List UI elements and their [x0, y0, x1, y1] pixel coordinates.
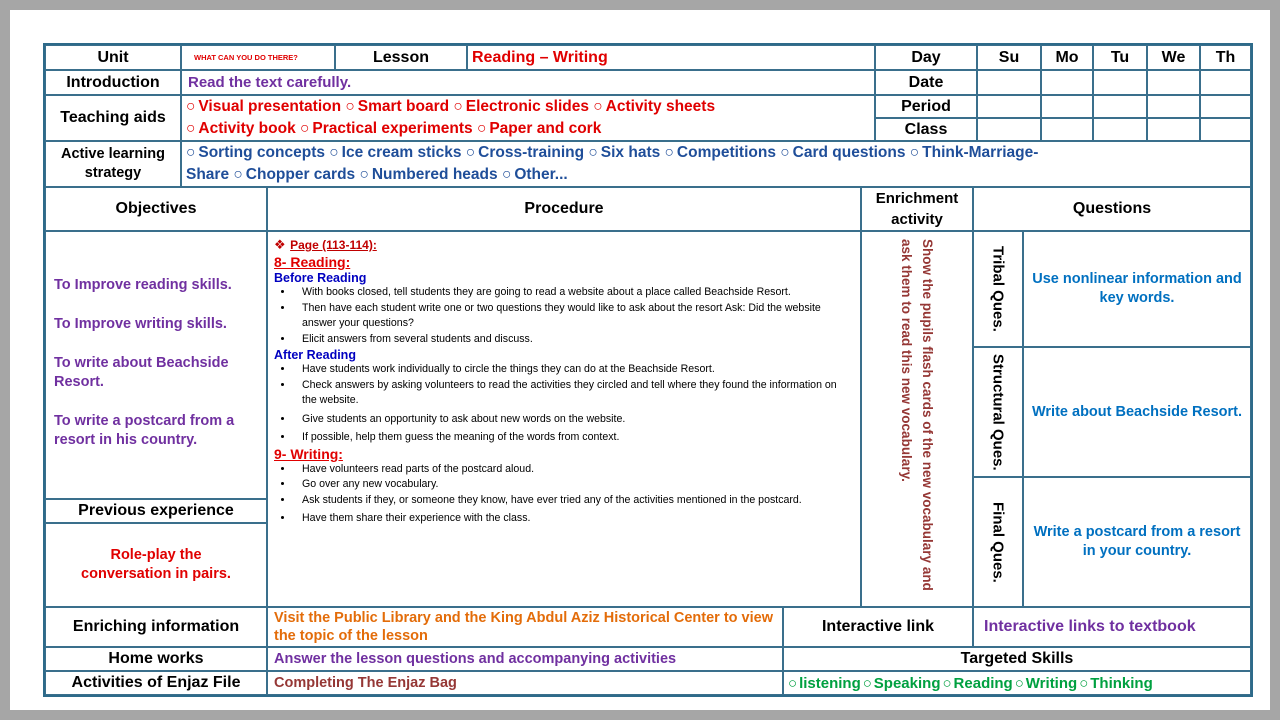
lesson-plan-sheet	[43, 43, 1253, 697]
day-tu: Tu	[1093, 45, 1147, 70]
lesson-label: Lesson	[335, 45, 467, 70]
after-reading-title: After Reading	[274, 348, 356, 362]
enjaz-value: Completing The Enjaz Bag	[267, 671, 783, 695]
reading-title: 8- Reading:	[274, 254, 351, 270]
list-item: • Then have each student write one or two questions they would like to ask about the resort Ask: Did the website answer your questions?	[294, 301, 854, 332]
unit-value: WHAT CAN YOU DO THERE?	[181, 45, 335, 70]
page-frame	[10, 10, 1270, 710]
targeted-skills-label: Targeted Skills	[783, 647, 1251, 671]
previous-experience-label: Previous experience	[45, 499, 267, 523]
writing-list	[274, 462, 802, 527]
objectives-header: Objectives	[45, 187, 267, 231]
enrichment-activity	[861, 231, 973, 607]
before-reading-list	[274, 285, 854, 347]
objective-item: To write a postcard from a resort in his country.	[54, 413, 235, 448]
teaching-aids-options	[181, 95, 875, 141]
day-th: Th	[1200, 45, 1251, 70]
objective-item: To Improve reading skills.	[54, 277, 232, 293]
interactive-link-value[interactable]: Interactive links to textbook	[973, 607, 1251, 647]
class-cell	[1147, 118, 1200, 141]
structural-ques-label-cell	[973, 347, 1023, 477]
list-item: • Give students an opportunity to ask about new words on the website.	[294, 412, 854, 428]
class-label: Class	[875, 118, 977, 141]
targeted-skills-options: ○ listening ○ Speaking ○ Reading ○ Writing ○ Thinking	[783, 671, 1251, 695]
writing-title: 9- Writing:	[274, 445, 343, 462]
date-cell	[977, 70, 1041, 95]
period-cell	[1147, 95, 1200, 118]
day-mo: Mo	[1041, 45, 1093, 70]
list-item: • Go over any new vocabulary.	[294, 477, 802, 493]
period-cell	[1093, 95, 1147, 118]
period-cell	[977, 95, 1041, 118]
teaching-aids-line1: ○ Visual presentation ○ Smart board ○ Electronic slides ○ Activity sheets	[186, 98, 716, 115]
list-item: • Elicit answers from several students and discuss.	[294, 332, 854, 348]
tribal-ques-label-cell	[973, 231, 1023, 347]
date-label: Date	[875, 70, 977, 95]
date-cell	[1147, 70, 1200, 95]
period-cell	[1041, 95, 1093, 118]
day-label: Day	[875, 45, 977, 70]
class-cell	[977, 118, 1041, 141]
date-cell	[1093, 70, 1147, 95]
final-ques-value: Write a postcard from a resort in your country.	[1023, 477, 1251, 607]
after-reading-list	[274, 362, 854, 446]
enjaz-label: Activities of Enjaz File	[45, 671, 267, 695]
structural-ques-value: Write about Beachside Resort.	[1023, 347, 1251, 477]
teaching-aids-line2: ○ Activity book ○ Practical experiments ○ Paper and cork	[186, 120, 602, 137]
date-cell	[1041, 70, 1093, 95]
page-reference: ❖ Page (113-114):	[274, 237, 377, 252]
class-cell	[1093, 118, 1147, 141]
list-item: • Ask students if they, or someone they know, have ever tried any of the activities mentioned in the postcard.	[294, 493, 802, 509]
class-cell	[1041, 118, 1093, 141]
lesson-value: Reading – Writing	[467, 45, 875, 70]
homework-label: Home works	[45, 647, 267, 671]
list-item: • Check answers by asking volunteers to read the activities they circled and tell where they found the information on the website.	[294, 378, 854, 409]
enriching-info-value: Visit the Public Library and the King Abdul Aziz Historical Center to view the topic of the lesson	[267, 607, 783, 647]
enrichment-header: Enrichment activity	[861, 187, 973, 231]
introduction-value: Read the text carefully.	[181, 70, 875, 95]
day-we: We	[1147, 45, 1200, 70]
enriching-info-label: Enriching information	[45, 607, 267, 647]
diamond-bullet-icon: ❖	[274, 237, 286, 252]
strategy-line2: Share ○ Chopper cards ○ Numbered heads ○ Other...	[186, 166, 568, 183]
objectives-list	[45, 231, 267, 499]
tribal-ques-label: Tribal Ques.	[989, 246, 1007, 332]
period-cell	[1200, 95, 1251, 118]
questions-header: Questions	[973, 187, 1251, 231]
procedure-body	[267, 231, 861, 607]
teaching-aids-label: Teaching aids	[45, 95, 181, 141]
unit-label: Unit	[45, 45, 181, 70]
objective-item: To write about Beachside Resort.	[54, 355, 229, 390]
final-ques-label-cell	[973, 477, 1023, 607]
date-cell	[1200, 70, 1251, 95]
tribal-ques-value: Use nonlinear information and key words.	[1023, 231, 1251, 347]
strategy-line1: ○ Sorting concepts ○ Ice cream sticks ○ Cross-training ○ Six hats ○ Competitions ○ Card questions ○ Think-Marriage-	[186, 144, 1039, 161]
previous-experience-value: Role-play the conversation in pairs.	[45, 523, 267, 607]
final-ques-label: Final Ques.	[989, 501, 1007, 583]
strategy-label: Active learning strategy	[45, 141, 181, 187]
day-su: Su	[977, 45, 1041, 70]
period-label: Period	[875, 95, 977, 118]
list-item: • If possible, help them guess the meaning of the words from context.	[294, 430, 854, 446]
list-item: • Have them share their experience with the class.	[294, 511, 802, 527]
list-item: • Have students work individually to circle the things they can do at the Beachside Resort.	[294, 362, 854, 378]
class-cell	[1200, 118, 1251, 141]
objective-item: To Improve writing skills.	[54, 316, 227, 332]
procedure-header: Procedure	[267, 187, 861, 231]
strategy-options	[181, 141, 1251, 187]
list-item: • Have volunteers read parts of the postcard aloud.	[294, 462, 802, 478]
structural-ques-label: Structural Ques.	[989, 353, 1007, 471]
interactive-link-label: Interactive link	[783, 607, 973, 647]
enrichment-text: Show the pupils flash cards of the new vocabulary and ask them to read this new vocabulary.	[899, 239, 935, 591]
list-item: • With books closed, tell students they are going to read a website about a place called Beachside Resort.	[294, 285, 854, 301]
before-reading-title: Before Reading	[274, 271, 367, 285]
introduction-label: Introduction	[45, 70, 181, 95]
homework-value: Answer the lesson questions and accompanying activities	[267, 647, 783, 671]
